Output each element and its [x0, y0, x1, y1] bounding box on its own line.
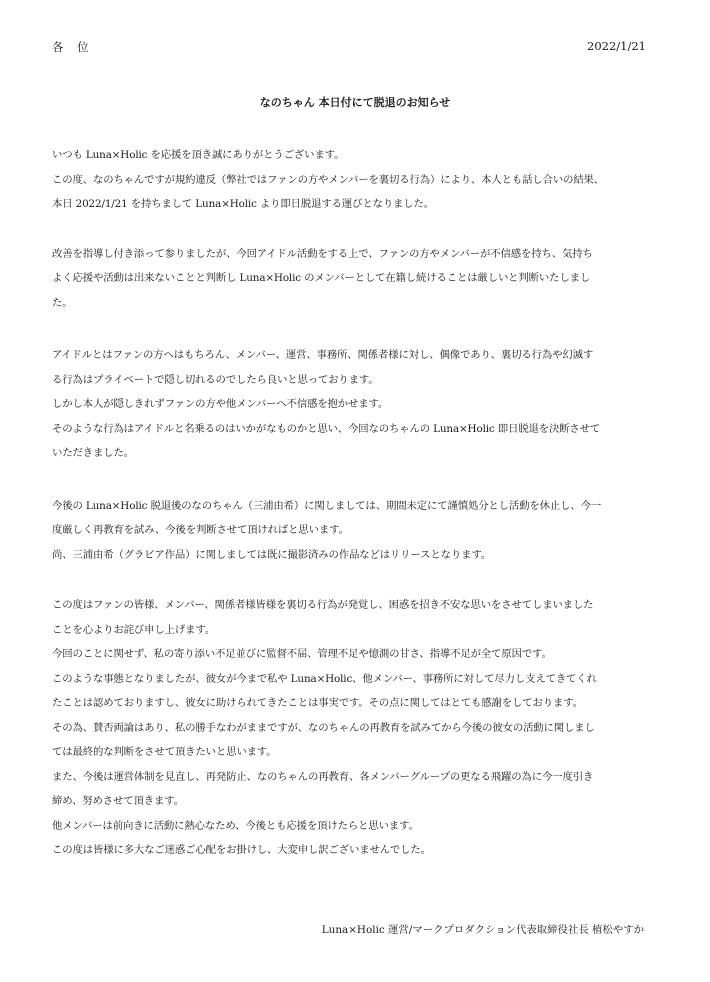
- body-line: いつも Luna×Holic を応援を頂き誠にありがとうございます。: [52, 149, 345, 161]
- body-line: 尚、三浦由希（グラビア作品）に関しましては既に撮影済みの作品などはリリースとなります。: [52, 548, 491, 561]
- body-line: 今後の Luna×Holic 脱退後のなのちゃん（三浦由希）に関しましては、期間未定にて謹慎処分とし活動を休止し、今一: [52, 499, 602, 512]
- paragraph-future: [52, 494, 662, 568]
- body-line: たことは認めておりますし、彼女に助けられてきたことは事実です。その点に関してはとても感謝をしております。: [52, 697, 583, 709]
- body-line: 他メンバーは前向きに活動に熱心なため、今後とも応援を頂けたらと思います。: [52, 819, 419, 832]
- body-line: その為、賛否両論はあり、私の勝手なわがままですが、なのちゃんの再教育を試みてから今後の彼女の活動に関しまし: [52, 721, 595, 734]
- body-line: 本日 2022/1/21 を持ちまして Luna×Holic より即日脱退する運びとなりました。: [52, 198, 435, 210]
- paragraph-judgement: [52, 242, 662, 316]
- body-line: いただきました。: [52, 447, 134, 459]
- paragraph-greeting: [52, 143, 662, 217]
- body-line: この度、なのちゃんですが規約違反（弊社ではファンの方やメンバーを裏切る行為）により、本人とも話し合いの結果、: [52, 173, 605, 186]
- paragraph-apology: [52, 593, 662, 863]
- body-line: しかし本人が隠しきれずファンの方や他メンバーへ不信感を抱かせます。: [52, 398, 389, 410]
- body-line: ては最終的な判断をさせて頂きたいと思います。: [52, 746, 277, 758]
- body-line: た。: [52, 296, 73, 309]
- signature: Luna×Holic 運営/マークプロダクション代表取締役社長 植松やすか: [321, 924, 644, 936]
- document-body: [52, 143, 662, 863]
- body-line: この度は皆様に多大なご迷惑ご心配をお掛けし、大変申し訳ございませんでした。: [52, 844, 431, 856]
- body-line: る行為はプライベートで隠し切れるのでしたら良いと思っております。: [52, 373, 379, 386]
- body-line: ことを心よりお詫び申し上げます。: [52, 623, 216, 636]
- body-line: 今回のことに関せず、私の寄り添い不足並びに監督不届、管理不足や憶測の甘さ、指導不足が全て原因です。: [52, 648, 552, 660]
- body-line: 度厳しく再教育を試み、今後を判断させて頂ければと思います。: [52, 524, 349, 536]
- body-line: アイドルとはファンの方へはもちろん、メンバー、運営、事務所、関係者様に対し、偶像であり、裏切る行為や幻滅す: [52, 349, 594, 361]
- body-line: そのような行為はアイドルと名乗るのはいかがなものかと思い、今回なのちゃんの Luna×Holic 即日脱退を決断させて: [52, 422, 601, 435]
- body-line: 改善を指導し付き添って参りましたが、今回アイドル活動をする上で、ファンの方やメンバーが不信感を持ち、気持ち: [52, 247, 593, 260]
- body-line: この度はファンの皆様、メンバー、関係者様皆様を裏切る行為が発覚し、困惑を招き不安な思いをさせてしまいました: [52, 599, 594, 611]
- addressee: 各 位: [52, 40, 94, 54]
- body-line: このような事態となりましたが、彼女が今まで私や Luna×Holic、他メンバー、事務所に対して尽力し支えてきてくれ: [52, 672, 597, 685]
- paragraph-idol-conduct: [52, 343, 662, 466]
- document-date: 2022/1/21: [587, 39, 646, 53]
- body-line: よく応援や活動は出来ないことと判断し Luna×Holic のメンバーとして在籍し続けることは厳しいと判断いたしまし: [52, 272, 591, 284]
- document-title: なのちゃん 本日付にて脱退のお知らせ: [259, 96, 451, 109]
- body-line: 締め、努めさせて頂きます。: [52, 795, 184, 807]
- body-line: また、今後は運営体制を見直し、再発防止、なのちゃんの再教育、各メンバーグループの更なる飛躍の為に今一度引き: [52, 770, 594, 783]
